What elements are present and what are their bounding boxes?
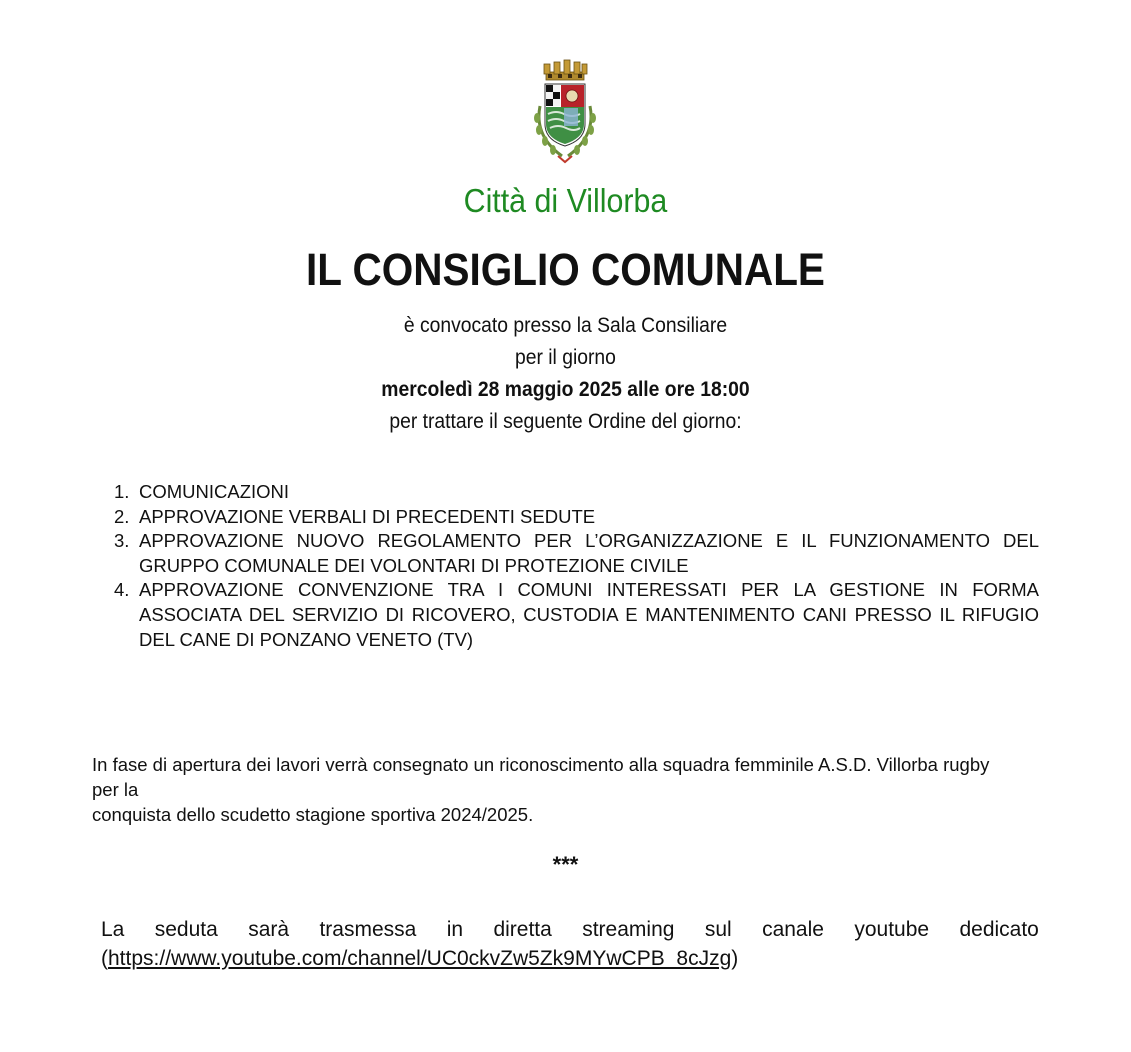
agenda-item-text: APPROVAZIONE CONVENZIONE TRA I COMUNI INTERESSATI PER LA GESTIONE IN FORMA ASSOCIATA DEL SERVIZIO DI RICOVERO, CUSTODIA E MANTENIMENTO CANI PRESSO IL RIFUGIO DEL CANE DI PONZANO VENETO (TV) xyxy=(139,579,1039,650)
streaming-link-line xyxy=(101,944,1039,973)
award-note xyxy=(92,752,992,827)
agenda-item-text: APPROVAZIONE VERBALI DI PRECEDENTI SEDUTE xyxy=(139,505,596,527)
agenda-item-text: APPROVAZIONE NUOVO REGOLAMENTO PER L’ORGANIZZAZIONE E IL FUNZIONAMENTO DEL GRUPPO COMUNALE DEI VOLONTARI DI PROTEZIONE CIVILE xyxy=(139,530,1039,576)
agenda-item-number: 1. xyxy=(114,481,130,502)
city-name: Città di Villorba xyxy=(463,182,668,219)
agenda-item-number: 3. xyxy=(114,530,130,552)
streaming-word: dedicato xyxy=(959,918,1039,941)
agenda-item-number: 4. xyxy=(114,579,130,601)
agenda-intro: per trattare il seguente Ordine del giorno: xyxy=(389,410,742,433)
open-paren: ( xyxy=(101,947,108,970)
streaming-word: streaming xyxy=(582,918,675,941)
streaming-word: diretta xyxy=(493,918,552,941)
youtube-channel-link[interactable]: https://www.youtube.com/channel/UC0ckvZw5Zk9MYwCPB_8cJzg xyxy=(108,947,732,970)
streaming-word: La xyxy=(101,918,125,941)
streaming-word: youtube xyxy=(854,918,930,941)
convocation-day-label: per il giorno xyxy=(514,346,616,369)
crown-icon xyxy=(544,60,587,80)
streaming-word: sul xyxy=(704,918,732,941)
streaming-note-line xyxy=(101,915,1039,944)
agenda-item xyxy=(108,505,1039,530)
streaming-word: seduta xyxy=(154,918,218,941)
agenda-item-number: 2. xyxy=(114,505,130,527)
agenda-item xyxy=(108,529,1039,578)
streaming-word: canale xyxy=(762,918,824,941)
streaming-word: trasmessa xyxy=(319,918,417,941)
streaming-word: sarà xyxy=(248,918,290,941)
agenda-item xyxy=(108,578,1039,652)
convocation-location: è convocato presso la Sala Consiliare xyxy=(403,314,728,337)
coat-of-arms-icon xyxy=(528,56,602,166)
agenda-item-text: COMUNICAZIONI xyxy=(139,481,290,502)
streaming-note xyxy=(101,915,1039,973)
close-paren: ) xyxy=(731,947,739,970)
page-title: IL CONSIGLIO COMUNALE xyxy=(305,244,825,295)
agenda-list xyxy=(108,480,1039,652)
shield-icon xyxy=(545,84,585,146)
agenda-item xyxy=(108,480,1039,505)
award-note-line: conquista dello scudetto stagione sportiva 2024/2025. xyxy=(92,804,534,825)
separator: *** xyxy=(552,852,579,877)
meeting-date: mercoledì 28 maggio 2025 alle ore 18:00 xyxy=(381,378,750,401)
streaming-word: in xyxy=(446,918,464,941)
award-note-line: In fase di apertura dei lavori verrà consegnato un riconoscimento alla squadra femminile A.S.D. Villorba rugby per la xyxy=(92,754,990,800)
